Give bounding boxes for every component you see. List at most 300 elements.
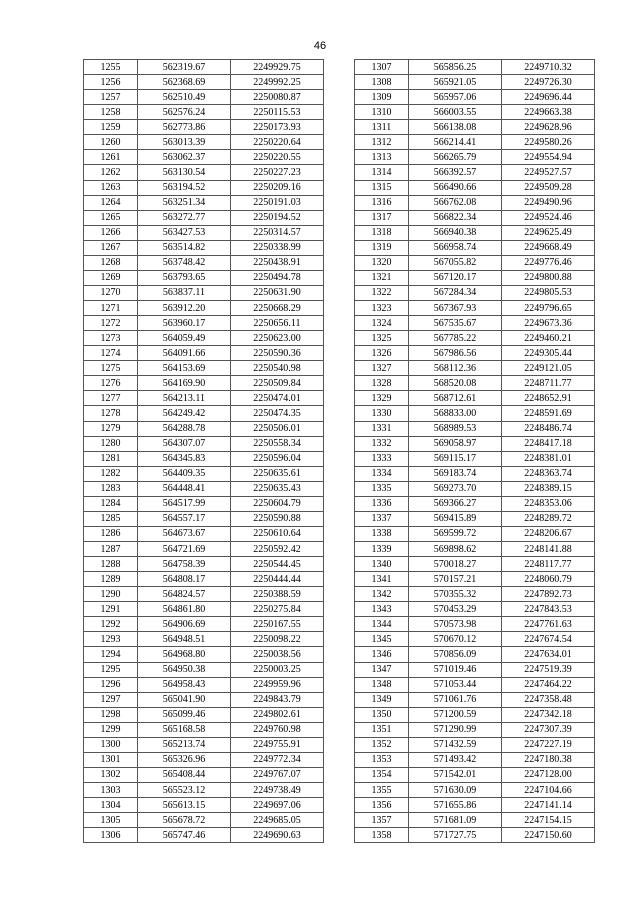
table-row [84,466,324,481]
table-row [84,285,324,300]
table-row [84,647,324,662]
x-coordinate-cell: 564249.42 [138,406,231,421]
y-coordinate-cell: 2250544.45 [231,557,324,572]
table-body [355,60,595,843]
point-number-cell: 1276 [84,376,138,391]
y-coordinate-cell: 2249710.32 [502,60,595,75]
table-row [355,135,595,150]
x-coordinate-cell: 563251.34 [138,195,231,210]
table-row [355,511,595,526]
y-coordinate-cell: 2249628.96 [502,120,595,135]
point-number-cell: 1269 [84,270,138,285]
point-number-cell: 1278 [84,406,138,421]
point-number-cell: 1256 [84,75,138,90]
point-number-cell: 1326 [355,346,409,361]
x-coordinate-cell: 564307.07 [138,436,231,451]
y-coordinate-cell: 2250115.53 [231,105,324,120]
point-number-cell: 1356 [355,798,409,813]
x-coordinate-cell: 564059.49 [138,331,231,346]
x-coordinate-cell: 564213.11 [138,391,231,406]
y-coordinate-cell: 2247141.14 [502,798,595,813]
x-coordinate-cell: 570018.27 [409,557,502,572]
y-coordinate-cell: 2247150.60 [502,828,595,843]
table-row [84,617,324,632]
x-coordinate-cell: 565957.06 [409,90,502,105]
y-coordinate-cell: 2250314.57 [231,225,324,240]
y-coordinate-cell: 2249554.94 [502,150,595,165]
y-coordinate-cell: 2247227.19 [502,737,595,752]
point-number-cell: 1263 [84,180,138,195]
y-coordinate-cell: 2250080.87 [231,90,324,105]
point-number-cell: 1322 [355,285,409,300]
table-row [355,767,595,782]
y-coordinate-cell: 2247307.39 [502,722,595,737]
point-number-cell: 1336 [355,496,409,511]
x-coordinate-cell: 562510.49 [138,90,231,105]
y-coordinate-cell: 2248363.74 [502,466,595,481]
y-coordinate-cell: 2249625.49 [502,225,595,240]
point-number-cell: 1325 [355,331,409,346]
table-row [84,783,324,798]
y-coordinate-cell: 2249509.28 [502,180,595,195]
y-coordinate-cell: 2248381.01 [502,451,595,466]
y-coordinate-cell: 2250098.22 [231,632,324,647]
y-coordinate-cell: 2250191.03 [231,195,324,210]
table-row [355,542,595,557]
y-coordinate-cell: 2249685.05 [231,813,324,828]
point-number-cell: 1358 [355,828,409,843]
x-coordinate-cell: 571493.42 [409,752,502,767]
x-coordinate-cell: 568833.00 [409,406,502,421]
x-coordinate-cell: 564950.38 [138,662,231,677]
point-number-cell: 1352 [355,737,409,752]
y-coordinate-cell: 2249490.96 [502,195,595,210]
x-coordinate-cell: 566138.08 [409,120,502,135]
table-row [84,481,324,496]
table-row [355,632,595,647]
y-coordinate-cell: 2247104.66 [502,783,595,798]
x-coordinate-cell: 567120.17 [409,270,502,285]
point-number-cell: 1300 [84,737,138,752]
point-number-cell: 1265 [84,210,138,225]
x-coordinate-cell: 568989.53 [409,421,502,436]
table-row [355,165,595,180]
table-row [84,496,324,511]
point-number-cell: 1342 [355,587,409,602]
y-coordinate-cell: 2250656.11 [231,316,324,331]
x-coordinate-cell: 563793.65 [138,270,231,285]
point-number-cell: 1266 [84,225,138,240]
table-row [355,692,595,707]
point-number-cell: 1282 [84,466,138,481]
point-number-cell: 1296 [84,677,138,692]
x-coordinate-cell: 563912.20 [138,301,231,316]
x-coordinate-cell: 567535.67 [409,316,502,331]
page-number: 46 [313,40,327,52]
x-coordinate-cell: 565408.44 [138,767,231,782]
y-coordinate-cell: 2250631.90 [231,285,324,300]
y-coordinate-cell: 2250444.44 [231,572,324,587]
x-coordinate-cell: 566762.08 [409,195,502,210]
y-coordinate-cell: 2247674.54 [502,632,595,647]
y-coordinate-cell: 2248117.77 [502,557,595,572]
table-row [355,662,595,677]
x-coordinate-cell: 570453.29 [409,602,502,617]
table-row [355,707,595,722]
point-number-cell: 1338 [355,526,409,541]
point-number-cell: 1355 [355,783,409,798]
point-number-cell: 1318 [355,225,409,240]
point-number-cell: 1330 [355,406,409,421]
point-number-cell: 1293 [84,632,138,647]
point-number-cell: 1279 [84,421,138,436]
y-coordinate-cell: 2247464.22 [502,677,595,692]
y-coordinate-cell: 2248389.15 [502,481,595,496]
point-number-cell: 1303 [84,783,138,798]
y-coordinate-cell: 2250167.55 [231,617,324,632]
x-coordinate-cell: 562773.86 [138,120,231,135]
x-coordinate-cell: 571542.01 [409,767,502,782]
table-row [84,240,324,255]
x-coordinate-cell: 566940.38 [409,225,502,240]
y-coordinate-cell: 2248353.06 [502,496,595,511]
table-body [84,60,324,843]
x-coordinate-cell: 563427.53 [138,225,231,240]
point-number-cell: 1348 [355,677,409,692]
point-number-cell: 1310 [355,105,409,120]
table-row [355,617,595,632]
y-coordinate-cell: 2249121.05 [502,361,595,376]
y-coordinate-cell: 2248486.74 [502,421,595,436]
table-row [355,331,595,346]
table-row [84,526,324,541]
point-number-cell: 1354 [355,767,409,782]
x-coordinate-cell: 566214.41 [409,135,502,150]
y-coordinate-cell: 2248652.91 [502,391,595,406]
x-coordinate-cell: 563748.42 [138,255,231,270]
x-coordinate-cell: 564673.67 [138,526,231,541]
x-coordinate-cell: 565523.12 [138,783,231,798]
x-coordinate-cell: 569115.17 [409,451,502,466]
y-coordinate-cell: 2249524.46 [502,210,595,225]
table-row [355,737,595,752]
table-row [355,301,595,316]
y-coordinate-cell: 2250474.01 [231,391,324,406]
table-row [84,301,324,316]
point-number-cell: 1268 [84,255,138,270]
x-coordinate-cell: 563272.77 [138,210,231,225]
point-number-cell: 1280 [84,436,138,451]
point-number-cell: 1327 [355,361,409,376]
y-coordinate-cell: 2250220.55 [231,150,324,165]
y-coordinate-cell: 2249959.96 [231,677,324,692]
point-number-cell: 1340 [355,557,409,572]
table-row [84,511,324,526]
x-coordinate-cell: 565099.46 [138,707,231,722]
table-row [355,436,595,451]
y-coordinate-cell: 2249527.57 [502,165,595,180]
point-number-cell: 1314 [355,165,409,180]
table-row [355,240,595,255]
y-coordinate-cell: 2250668.29 [231,301,324,316]
table-row [355,285,595,300]
table-row [84,632,324,647]
x-coordinate-cell: 570355.32 [409,587,502,602]
x-coordinate-cell: 571200.59 [409,707,502,722]
point-number-cell: 1331 [355,421,409,436]
y-coordinate-cell: 2249992.25 [231,75,324,90]
y-coordinate-cell: 2250220.64 [231,135,324,150]
table-row [84,391,324,406]
y-coordinate-cell: 2248141.88 [502,542,595,557]
point-number-cell: 1290 [84,587,138,602]
x-coordinate-cell: 567785.22 [409,331,502,346]
y-coordinate-cell: 2250338.99 [231,240,324,255]
table-row [84,210,324,225]
x-coordinate-cell: 567284.34 [409,285,502,300]
y-coordinate-cell: 2250610.64 [231,526,324,541]
table-row [355,602,595,617]
table-row [84,737,324,752]
point-number-cell: 1258 [84,105,138,120]
coordinates-table-left [83,59,324,843]
y-coordinate-cell: 2249796.65 [502,301,595,316]
x-coordinate-cell: 570573.98 [409,617,502,632]
point-number-cell: 1271 [84,301,138,316]
table-row [355,376,595,391]
point-number-cell: 1286 [84,526,138,541]
point-number-cell: 1299 [84,722,138,737]
y-coordinate-cell: 2248289.72 [502,511,595,526]
table-row [84,572,324,587]
table-row [355,255,595,270]
y-coordinate-cell: 2249929.75 [231,60,324,75]
table-row [84,406,324,421]
x-coordinate-cell: 563514.82 [138,240,231,255]
point-number-cell: 1337 [355,511,409,526]
point-number-cell: 1272 [84,316,138,331]
point-number-cell: 1305 [84,813,138,828]
y-coordinate-cell: 2249755.91 [231,737,324,752]
point-number-cell: 1311 [355,120,409,135]
x-coordinate-cell: 569273.70 [409,481,502,496]
point-number-cell: 1323 [355,301,409,316]
x-coordinate-cell: 562368.69 [138,75,231,90]
table-row [355,346,595,361]
table-row [84,752,324,767]
table-row [84,707,324,722]
y-coordinate-cell: 2249697.06 [231,798,324,813]
y-coordinate-cell: 2249690.63 [231,828,324,843]
x-coordinate-cell: 564557.17 [138,511,231,526]
table-row [355,496,595,511]
y-coordinate-cell: 2250596.04 [231,451,324,466]
y-coordinate-cell: 2250623.00 [231,331,324,346]
table-row [355,270,595,285]
table-row [84,331,324,346]
y-coordinate-cell: 2250173.93 [231,120,324,135]
x-coordinate-cell: 563130.54 [138,165,231,180]
y-coordinate-cell: 2250590.88 [231,511,324,526]
point-number-cell: 1277 [84,391,138,406]
table-row [355,421,595,436]
table-row [84,270,324,285]
y-coordinate-cell: 2249663.38 [502,105,595,120]
y-coordinate-cell: 2247892.73 [502,587,595,602]
table-row [84,165,324,180]
table-row [355,316,595,331]
x-coordinate-cell: 567986.56 [409,346,502,361]
table-row [84,225,324,240]
x-coordinate-cell: 567055.82 [409,255,502,270]
table-row [355,105,595,120]
table-row [84,692,324,707]
point-number-cell: 1283 [84,481,138,496]
x-coordinate-cell: 563837.11 [138,285,231,300]
x-coordinate-cell: 565326.96 [138,752,231,767]
point-number-cell: 1302 [84,767,138,782]
y-coordinate-cell: 2249460.21 [502,331,595,346]
x-coordinate-cell: 564288.78 [138,421,231,436]
y-coordinate-cell: 2250275.84 [231,602,324,617]
point-number-cell: 1333 [355,451,409,466]
y-coordinate-cell: 2249668.49 [502,240,595,255]
point-number-cell: 1298 [84,707,138,722]
point-number-cell: 1287 [84,542,138,557]
table-row [84,195,324,210]
y-coordinate-cell: 2247154.15 [502,813,595,828]
y-coordinate-cell: 2247128.00 [502,767,595,782]
table-row [355,210,595,225]
table-row [355,180,595,195]
table-row [355,60,595,75]
point-number-cell: 1324 [355,316,409,331]
y-coordinate-cell: 2247634.01 [502,647,595,662]
table-row [84,813,324,828]
y-coordinate-cell: 2248060.79 [502,572,595,587]
x-coordinate-cell: 566490.66 [409,180,502,195]
y-coordinate-cell: 2248417.18 [502,436,595,451]
point-number-cell: 1321 [355,270,409,285]
y-coordinate-cell: 2248591.69 [502,406,595,421]
table-row [355,828,595,843]
y-coordinate-cell: 2249802.61 [231,707,324,722]
x-coordinate-cell: 571432.59 [409,737,502,752]
point-number-cell: 1259 [84,120,138,135]
point-number-cell: 1291 [84,602,138,617]
table-row [84,346,324,361]
y-coordinate-cell: 2247358.48 [502,692,595,707]
x-coordinate-cell: 570670.12 [409,632,502,647]
table-row [84,75,324,90]
point-number-cell: 1350 [355,707,409,722]
point-number-cell: 1341 [355,572,409,587]
y-coordinate-cell: 2250558.34 [231,436,324,451]
x-coordinate-cell: 564345.83 [138,451,231,466]
table-row [355,120,595,135]
point-number-cell: 1315 [355,180,409,195]
point-number-cell: 1351 [355,722,409,737]
x-coordinate-cell: 571655.86 [409,798,502,813]
x-coordinate-cell: 565678.72 [138,813,231,828]
table-row [355,813,595,828]
point-number-cell: 1288 [84,557,138,572]
point-number-cell: 1345 [355,632,409,647]
point-number-cell: 1289 [84,572,138,587]
x-coordinate-cell: 571053.44 [409,677,502,692]
x-coordinate-cell: 564808.17 [138,572,231,587]
table-row [355,752,595,767]
y-coordinate-cell: 2250635.61 [231,466,324,481]
y-coordinate-cell: 2247342.18 [502,707,595,722]
point-number-cell: 1292 [84,617,138,632]
x-coordinate-cell: 565041.90 [138,692,231,707]
x-coordinate-cell: 571061.76 [409,692,502,707]
x-coordinate-cell: 564153.69 [138,361,231,376]
y-coordinate-cell: 2249726.30 [502,75,595,90]
y-coordinate-cell: 2249776.46 [502,255,595,270]
y-coordinate-cell: 2250438.91 [231,255,324,270]
point-number-cell: 1343 [355,602,409,617]
y-coordinate-cell: 2250474.35 [231,406,324,421]
point-number-cell: 1308 [355,75,409,90]
x-coordinate-cell: 566822.34 [409,210,502,225]
point-number-cell: 1267 [84,240,138,255]
point-number-cell: 1294 [84,647,138,662]
table-row [84,798,324,813]
x-coordinate-cell: 569058.97 [409,436,502,451]
table-row [355,195,595,210]
table-row [84,602,324,617]
x-coordinate-cell: 562319.67 [138,60,231,75]
table-row [84,255,324,270]
point-number-cell: 1301 [84,752,138,767]
table-row [355,798,595,813]
point-number-cell: 1332 [355,436,409,451]
y-coordinate-cell: 2248206.67 [502,526,595,541]
x-coordinate-cell: 566265.79 [409,150,502,165]
table-row [84,587,324,602]
point-number-cell: 1346 [355,647,409,662]
table-row [84,361,324,376]
table-row [84,677,324,692]
point-number-cell: 1262 [84,165,138,180]
x-coordinate-cell: 564721.69 [138,542,231,557]
table-row [355,406,595,421]
table-row [84,90,324,105]
x-coordinate-cell: 569366.27 [409,496,502,511]
table-row [355,90,595,105]
table-row [355,225,595,240]
x-coordinate-cell: 566392.57 [409,165,502,180]
x-coordinate-cell: 563194.52 [138,180,231,195]
table-row [355,451,595,466]
table-row [355,783,595,798]
point-number-cell: 1273 [84,331,138,346]
y-coordinate-cell: 2249696.44 [502,90,595,105]
x-coordinate-cell: 563062.37 [138,150,231,165]
y-coordinate-cell: 2249767.07 [231,767,324,782]
table-row [355,572,595,587]
table-row [84,828,324,843]
table-row [84,105,324,120]
table-row [355,75,595,90]
point-number-cell: 1284 [84,496,138,511]
y-coordinate-cell: 2250038.56 [231,647,324,662]
x-coordinate-cell: 564517.99 [138,496,231,511]
table-row [355,361,595,376]
point-number-cell: 1353 [355,752,409,767]
